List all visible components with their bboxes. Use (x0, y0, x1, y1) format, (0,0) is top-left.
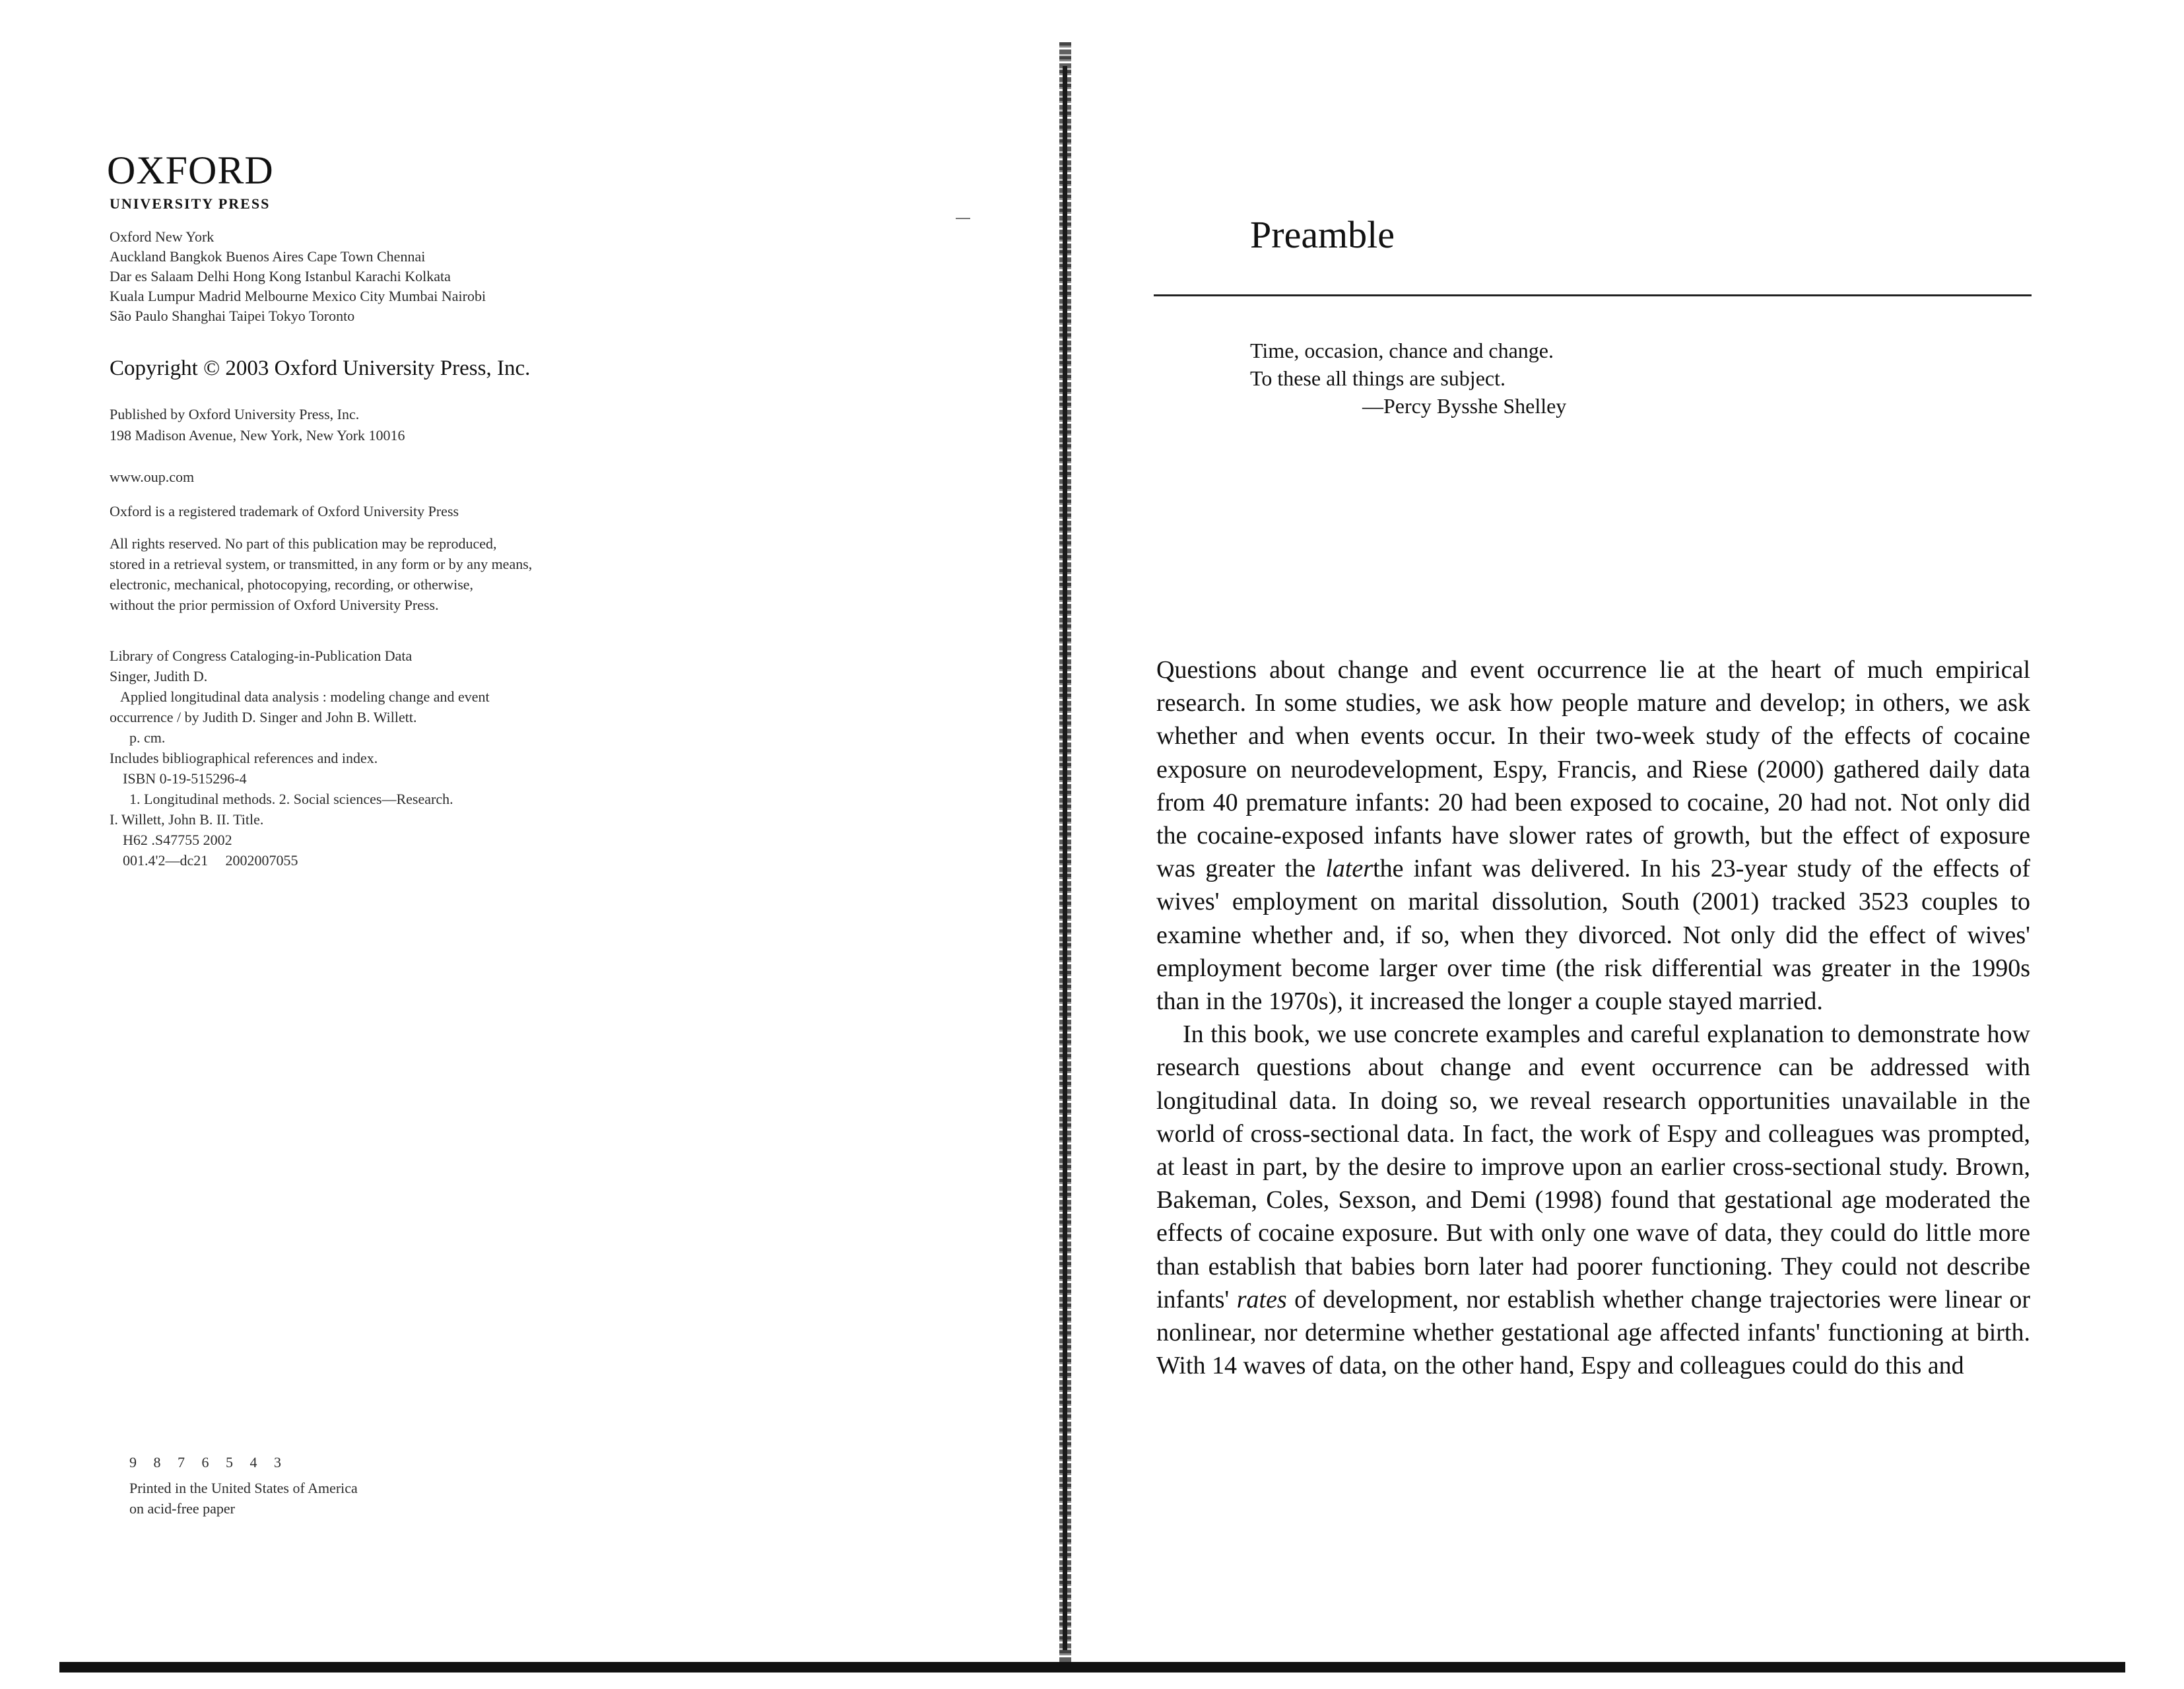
cip-author: Singer, Judith D. (110, 668, 208, 684)
cataloging-data (110, 646, 490, 871)
rights-notice (110, 533, 532, 615)
emphasis: rates (1236, 1285, 1287, 1313)
cip-subjects: 1. Longitudinal methods. 2. Social sciences—Research. (129, 791, 453, 807)
epigraph-line: Time, occasion, chance and change. (1250, 339, 1554, 362)
cities-line: São Paulo Shanghai Taipei Tokyo Toronto (110, 308, 355, 324)
cip-lc-class: H62 .S47755 2002 (123, 832, 232, 848)
epigraph-attribution: —Percy Bysshe Shelley (1362, 394, 1567, 418)
printing-info (129, 1452, 358, 1519)
paragraph (1156, 653, 2030, 1018)
cities-line: Dar es Salaam Delhi Hong Kong Istanbul Karachi Kolkata (110, 268, 451, 284)
rights-line: All rights reserved. No part of this publication may be reproduced, (110, 535, 497, 552)
epigraph (1250, 337, 1566, 420)
printed-in-line: on acid-free paper (129, 1500, 236, 1517)
text-run: of development, nor establish whether change trajectories were linear or nonlinear, nor determine whether gestational age affected infants' functioning at birth. With 14 waves of data, on the other hand, Espy and colleagues could do this and (1156, 1285, 2030, 1380)
cities-line: Kuala Lumpur Madrid Melbourne Mexico City Mumbai Nairobi (110, 288, 486, 304)
cip-pages: p. cm. (129, 729, 166, 746)
cip-lccn: 2002007055 (225, 852, 298, 869)
cip-call-numbers (110, 850, 490, 871)
scanner-edge-bar (59, 1662, 2125, 1672)
title-rule (1154, 294, 2032, 296)
emphasis: later (1325, 855, 1373, 883)
publisher-cities (110, 227, 486, 326)
paragraph (1156, 1018, 2030, 1382)
cities-line: Oxford New York (110, 228, 215, 245)
text-run: the infant was delivered. In his 23-year study of the effects of wives' employment on marital dissolution, South (2001) tracked 3523 couples to examine whether and, if so, when they divorced. Not only did the effect of wives' employment become larger over time (the risk differential was greater in the 1990s than in the 1970s), it increased the longer a couple stayed married. (1156, 855, 2030, 1016)
cip-title-line: occurrence / by Judith D. Singer and John B. Willett. (110, 709, 417, 725)
cip-added-entries: I. Willett, John B. II. Title. (110, 811, 264, 828)
chapter-title: Preamble (1250, 213, 1395, 256)
publisher-line: 198 Madison Avenue, New York, New York 10016 (110, 427, 405, 444)
cip-isbn: ISBN 0-19-515296-4 (123, 770, 247, 787)
book-spine-shadow (1063, 66, 1067, 1650)
publisher-address (110, 404, 405, 446)
cip-dewey: 001.4'2—dc21 (123, 852, 209, 869)
copyright-notice: Copyright © 2003 Oxford University Press, Inc. (110, 356, 531, 380)
rights-line: without the prior permission of Oxford University Press. (110, 597, 439, 613)
cip-heading: Library of Congress Cataloging-in-Publication Data (110, 647, 413, 664)
epigraph-line: To these all things are subject. (1250, 366, 1506, 390)
text-run: In this book, we use concrete examples and careful explanation to demonstrate how research questions about change and event occurrence can be addressed with longitudinal data. In doing so, we reveal research opportunities unavailable in the world of cross-sectional data. In fact, the work of Espy and colleagues was prompted, at least in part, by the desire to improve upon an earlier cross-sectional study. Brown, Bakeman, Coles, Sexson, and Demi (1998) found that gestational age moderated the effects of cocaine exposure. But with only one wave of data, they could do little more than establish that babies born later had poorer functioning. They could not describe infants' (1156, 1020, 2030, 1313)
printing-numbers: 9 8 7 6 5 4 3 (129, 1454, 288, 1471)
scan-mark (956, 218, 970, 219)
press-subtitle: UNIVERSITY PRESS (110, 195, 271, 212)
publisher-website: www.oup.com (110, 469, 195, 485)
body-text (1156, 653, 2030, 1382)
rights-line: stored in a retrieval system, or transmitted, in any form or by any means, (110, 556, 533, 572)
cities-line: Auckland Bangkok Buenos Aires Cape Town Chennai (110, 248, 426, 265)
oxford-wordmark: OXFORD (107, 149, 274, 192)
cip-includes: Includes bibliographical references and index. (110, 750, 378, 766)
text-run: Questions about change and event occurrence lie at the heart of much empirical research. In some studies, we ask how people mature and develop; in others, we ask whether and when events occur. In their two-week study of the effects of cocaine exposure on neurodevelopment, Espy, Francis, and Riese (2000) gathered daily data from 40 premature infants: 20 had been exposed to cocaine, 20 had not. Not only did the cocaine-exposed infants have slower rates of growth, but the effect of exposure was greater the (1156, 656, 2030, 883)
publisher-line: Published by Oxford University Press, Inc. (110, 406, 360, 422)
printed-in-line: Printed in the United States of America (129, 1480, 358, 1496)
trademark-notice: Oxford is a registered trademark of Oxford University Press (110, 503, 459, 519)
cip-title-line: Applied longitudinal data analysis : modeling change and event (120, 688, 490, 705)
rights-line: electronic, mechanical, photocopying, recording, or otherwise, (110, 576, 474, 593)
